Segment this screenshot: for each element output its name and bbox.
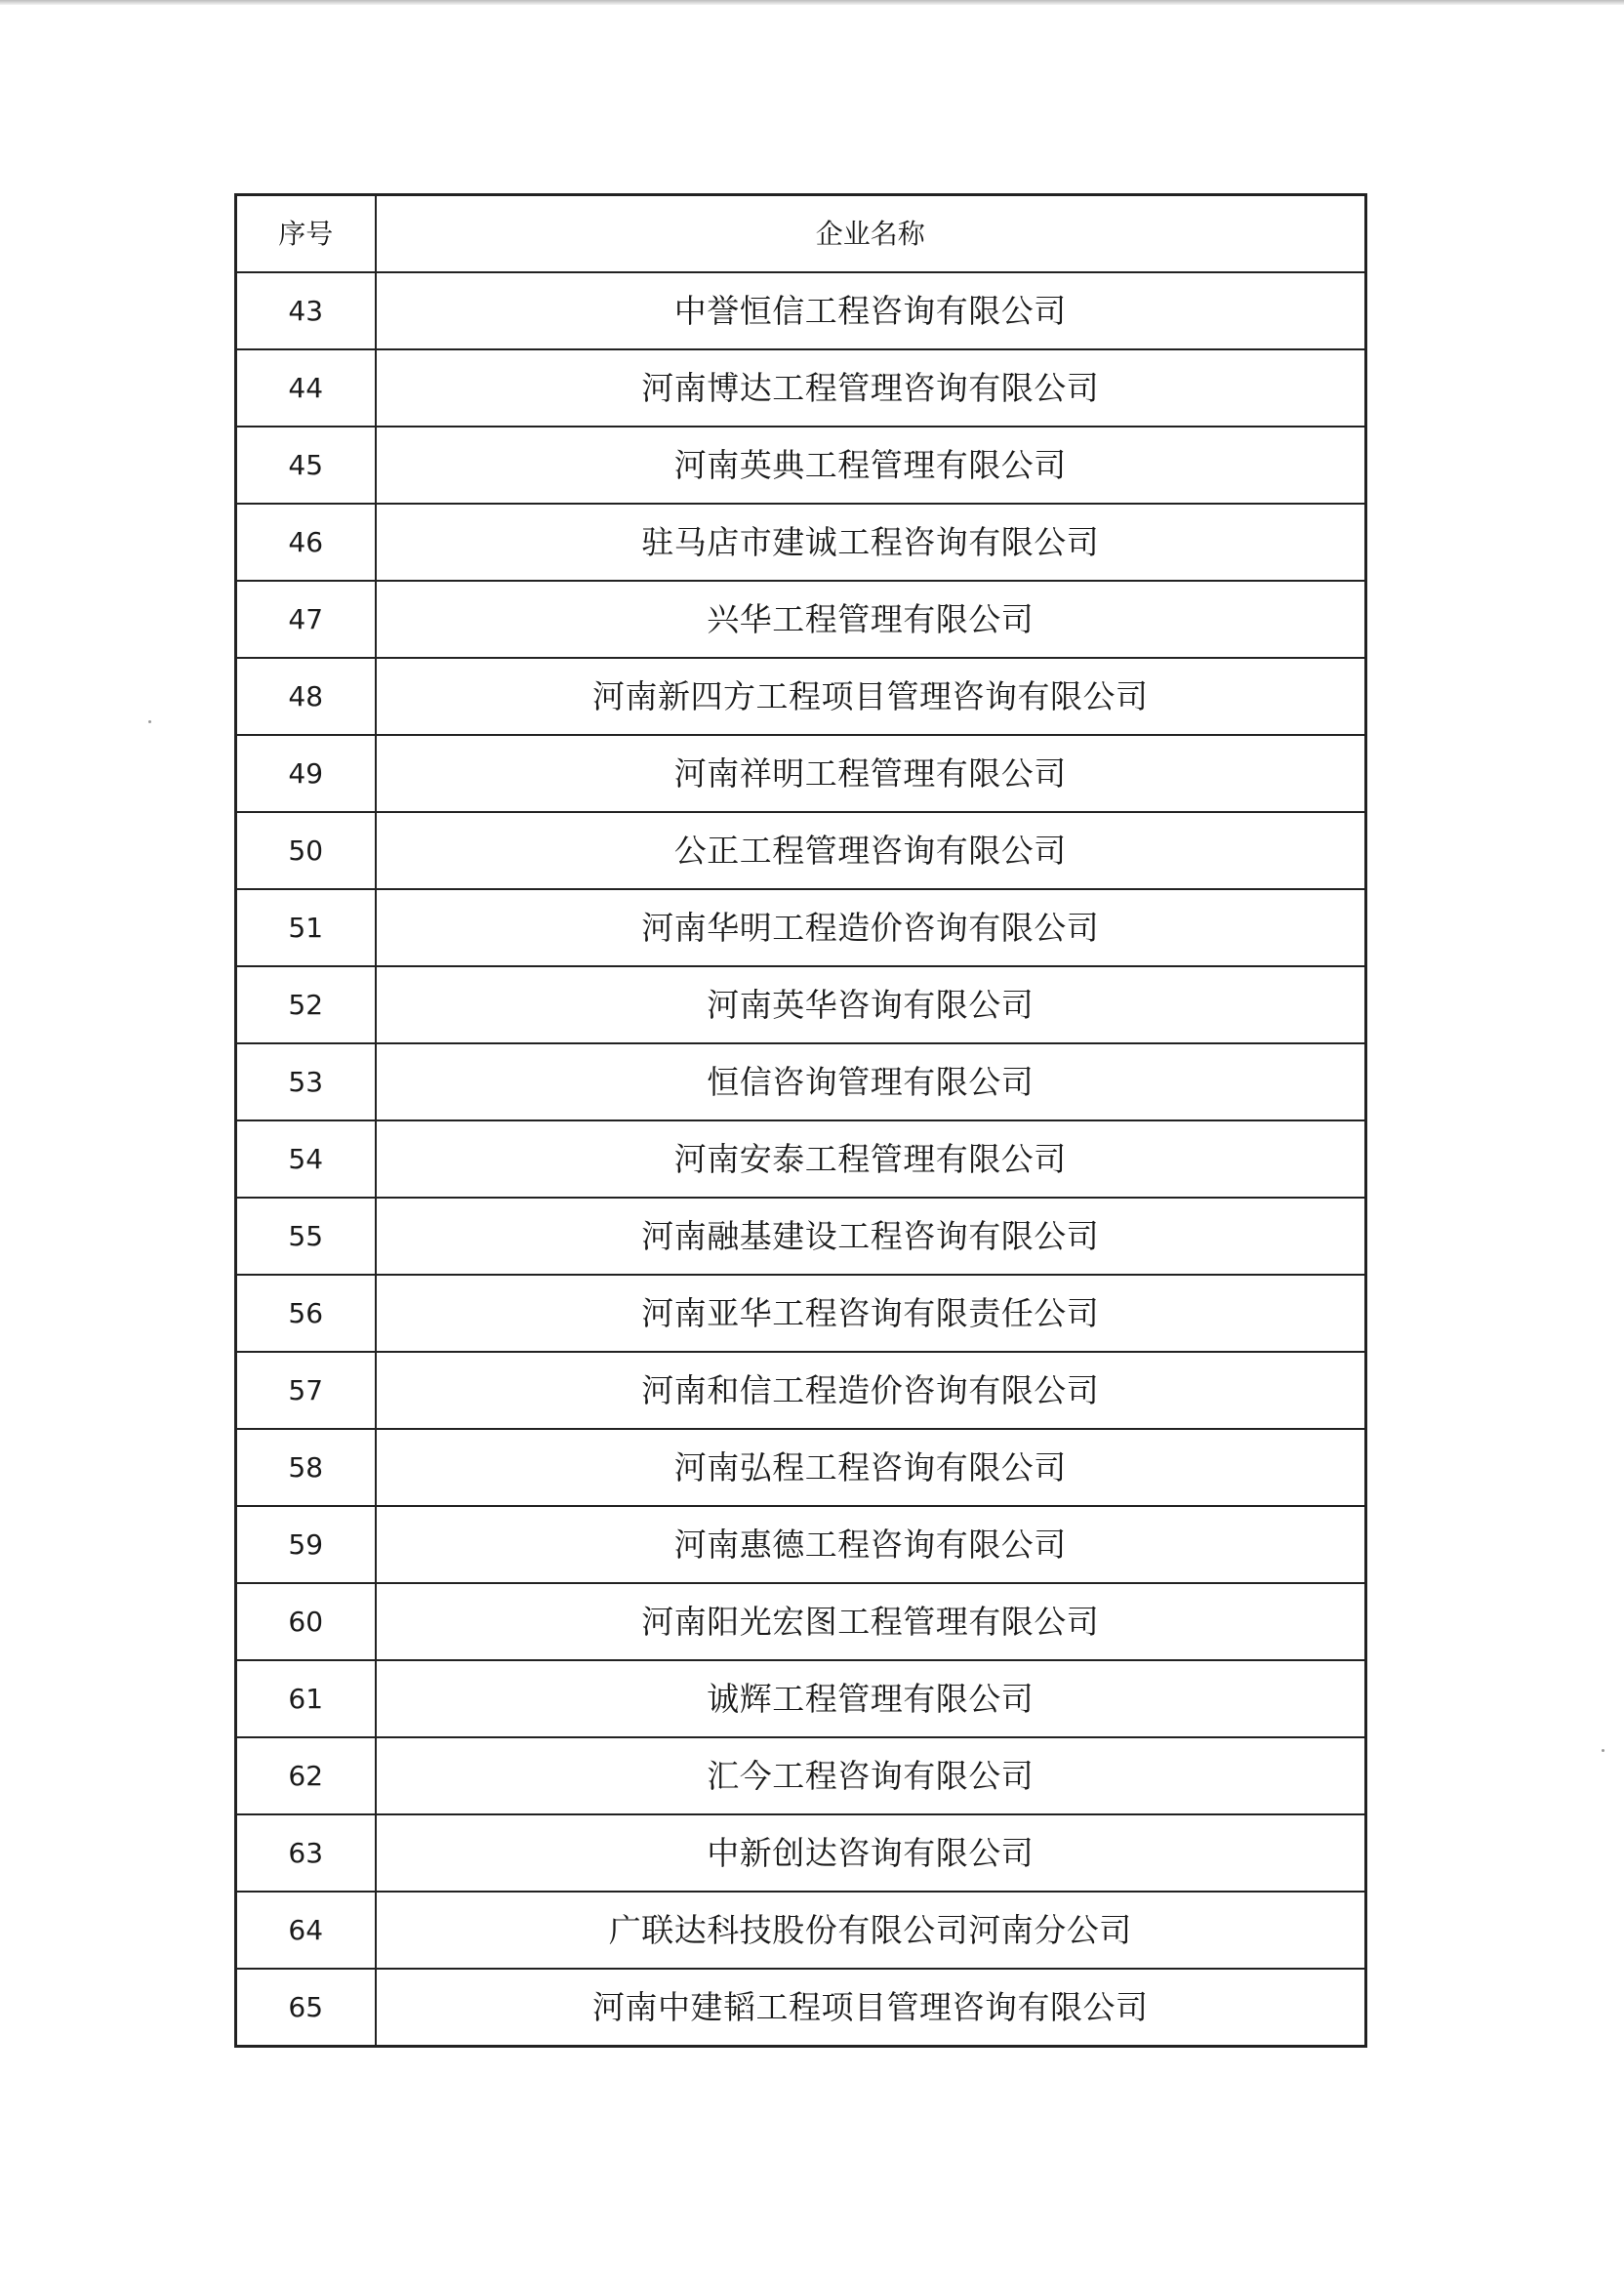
table-row [236, 1506, 1366, 1583]
row-index: 61 [236, 1660, 376, 1737]
table-row [236, 1969, 1366, 2047]
row-company-name: 驻马店市建诚工程咨询有限公司 [376, 504, 1366, 581]
table-row [236, 504, 1366, 581]
table-row [236, 1043, 1366, 1120]
row-company-name: 河南亚华工程咨询有限责任公司 [376, 1275, 1366, 1352]
scan-speck [148, 720, 151, 723]
row-index: 57 [236, 1352, 376, 1429]
table-row [236, 427, 1366, 504]
table-body [236, 272, 1366, 2047]
row-index: 63 [236, 1814, 376, 1892]
row-company-name: 河南英典工程管理有限公司 [376, 427, 1366, 504]
row-company-name: 河南安泰工程管理有限公司 [376, 1120, 1366, 1198]
row-index: 58 [236, 1429, 376, 1506]
table-row [236, 889, 1366, 966]
table-row [236, 1660, 1366, 1737]
row-company-name: 中新创达咨询有限公司 [376, 1814, 1366, 1892]
table-row [236, 1892, 1366, 1969]
table-row [236, 1583, 1366, 1660]
row-index: 59 [236, 1506, 376, 1583]
row-index: 50 [236, 812, 376, 889]
row-index: 45 [236, 427, 376, 504]
table-row [236, 658, 1366, 735]
row-company-name: 广联达科技股份有限公司河南分公司 [376, 1892, 1366, 1969]
table-row [236, 1737, 1366, 1814]
table-row [236, 735, 1366, 812]
company-table [234, 193, 1367, 2048]
table-header-row [236, 195, 1366, 273]
table-row [236, 1120, 1366, 1198]
row-company-name: 河南新四方工程项目管理咨询有限公司 [376, 658, 1366, 735]
row-company-name: 河南中建韬工程项目管理咨询有限公司 [376, 1969, 1366, 2047]
row-company-name: 河南惠德工程咨询有限公司 [376, 1506, 1366, 1583]
table-row [236, 1429, 1366, 1506]
row-index: 46 [236, 504, 376, 581]
row-index: 56 [236, 1275, 376, 1352]
row-company-name: 河南弘程工程咨询有限公司 [376, 1429, 1366, 1506]
row-index: 60 [236, 1583, 376, 1660]
row-index: 52 [236, 966, 376, 1043]
row-company-name: 公正工程管理咨询有限公司 [376, 812, 1366, 889]
table-row [236, 581, 1366, 658]
row-company-name: 河南祥明工程管理有限公司 [376, 735, 1366, 812]
row-company-name: 河南和信工程造价咨询有限公司 [376, 1352, 1366, 1429]
table-row [236, 1814, 1366, 1892]
row-company-name: 河南华明工程造价咨询有限公司 [376, 889, 1366, 966]
row-company-name: 汇今工程咨询有限公司 [376, 1737, 1366, 1814]
row-index: 55 [236, 1198, 376, 1275]
table-row [236, 966, 1366, 1043]
scan-speck [1602, 1749, 1604, 1752]
row-company-name: 诚辉工程管理有限公司 [376, 1660, 1366, 1737]
scan-top-edge [0, 0, 1624, 5]
row-index: 51 [236, 889, 376, 966]
row-index: 44 [236, 349, 376, 427]
row-index: 65 [236, 1969, 376, 2047]
header-index: 序号 [236, 195, 376, 273]
table-row [236, 349, 1366, 427]
table-row [236, 1198, 1366, 1275]
row-company-name: 中誉恒信工程咨询有限公司 [376, 272, 1366, 349]
row-index: 43 [236, 272, 376, 349]
row-index: 48 [236, 658, 376, 735]
row-index: 49 [236, 735, 376, 812]
table-row [236, 272, 1366, 349]
table-row [236, 1275, 1366, 1352]
row-company-name: 河南博达工程管理咨询有限公司 [376, 349, 1366, 427]
header-company-name: 企业名称 [376, 195, 1366, 273]
row-index: 54 [236, 1120, 376, 1198]
row-company-name: 兴华工程管理有限公司 [376, 581, 1366, 658]
row-company-name: 河南融基建设工程咨询有限公司 [376, 1198, 1366, 1275]
row-company-name: 河南英华咨询有限公司 [376, 966, 1366, 1043]
row-index: 47 [236, 581, 376, 658]
row-index: 64 [236, 1892, 376, 1969]
row-index: 53 [236, 1043, 376, 1120]
row-company-name: 恒信咨询管理有限公司 [376, 1043, 1366, 1120]
row-company-name: 河南阳光宏图工程管理有限公司 [376, 1583, 1366, 1660]
table-row [236, 1352, 1366, 1429]
table-row [236, 812, 1366, 889]
row-index: 62 [236, 1737, 376, 1814]
